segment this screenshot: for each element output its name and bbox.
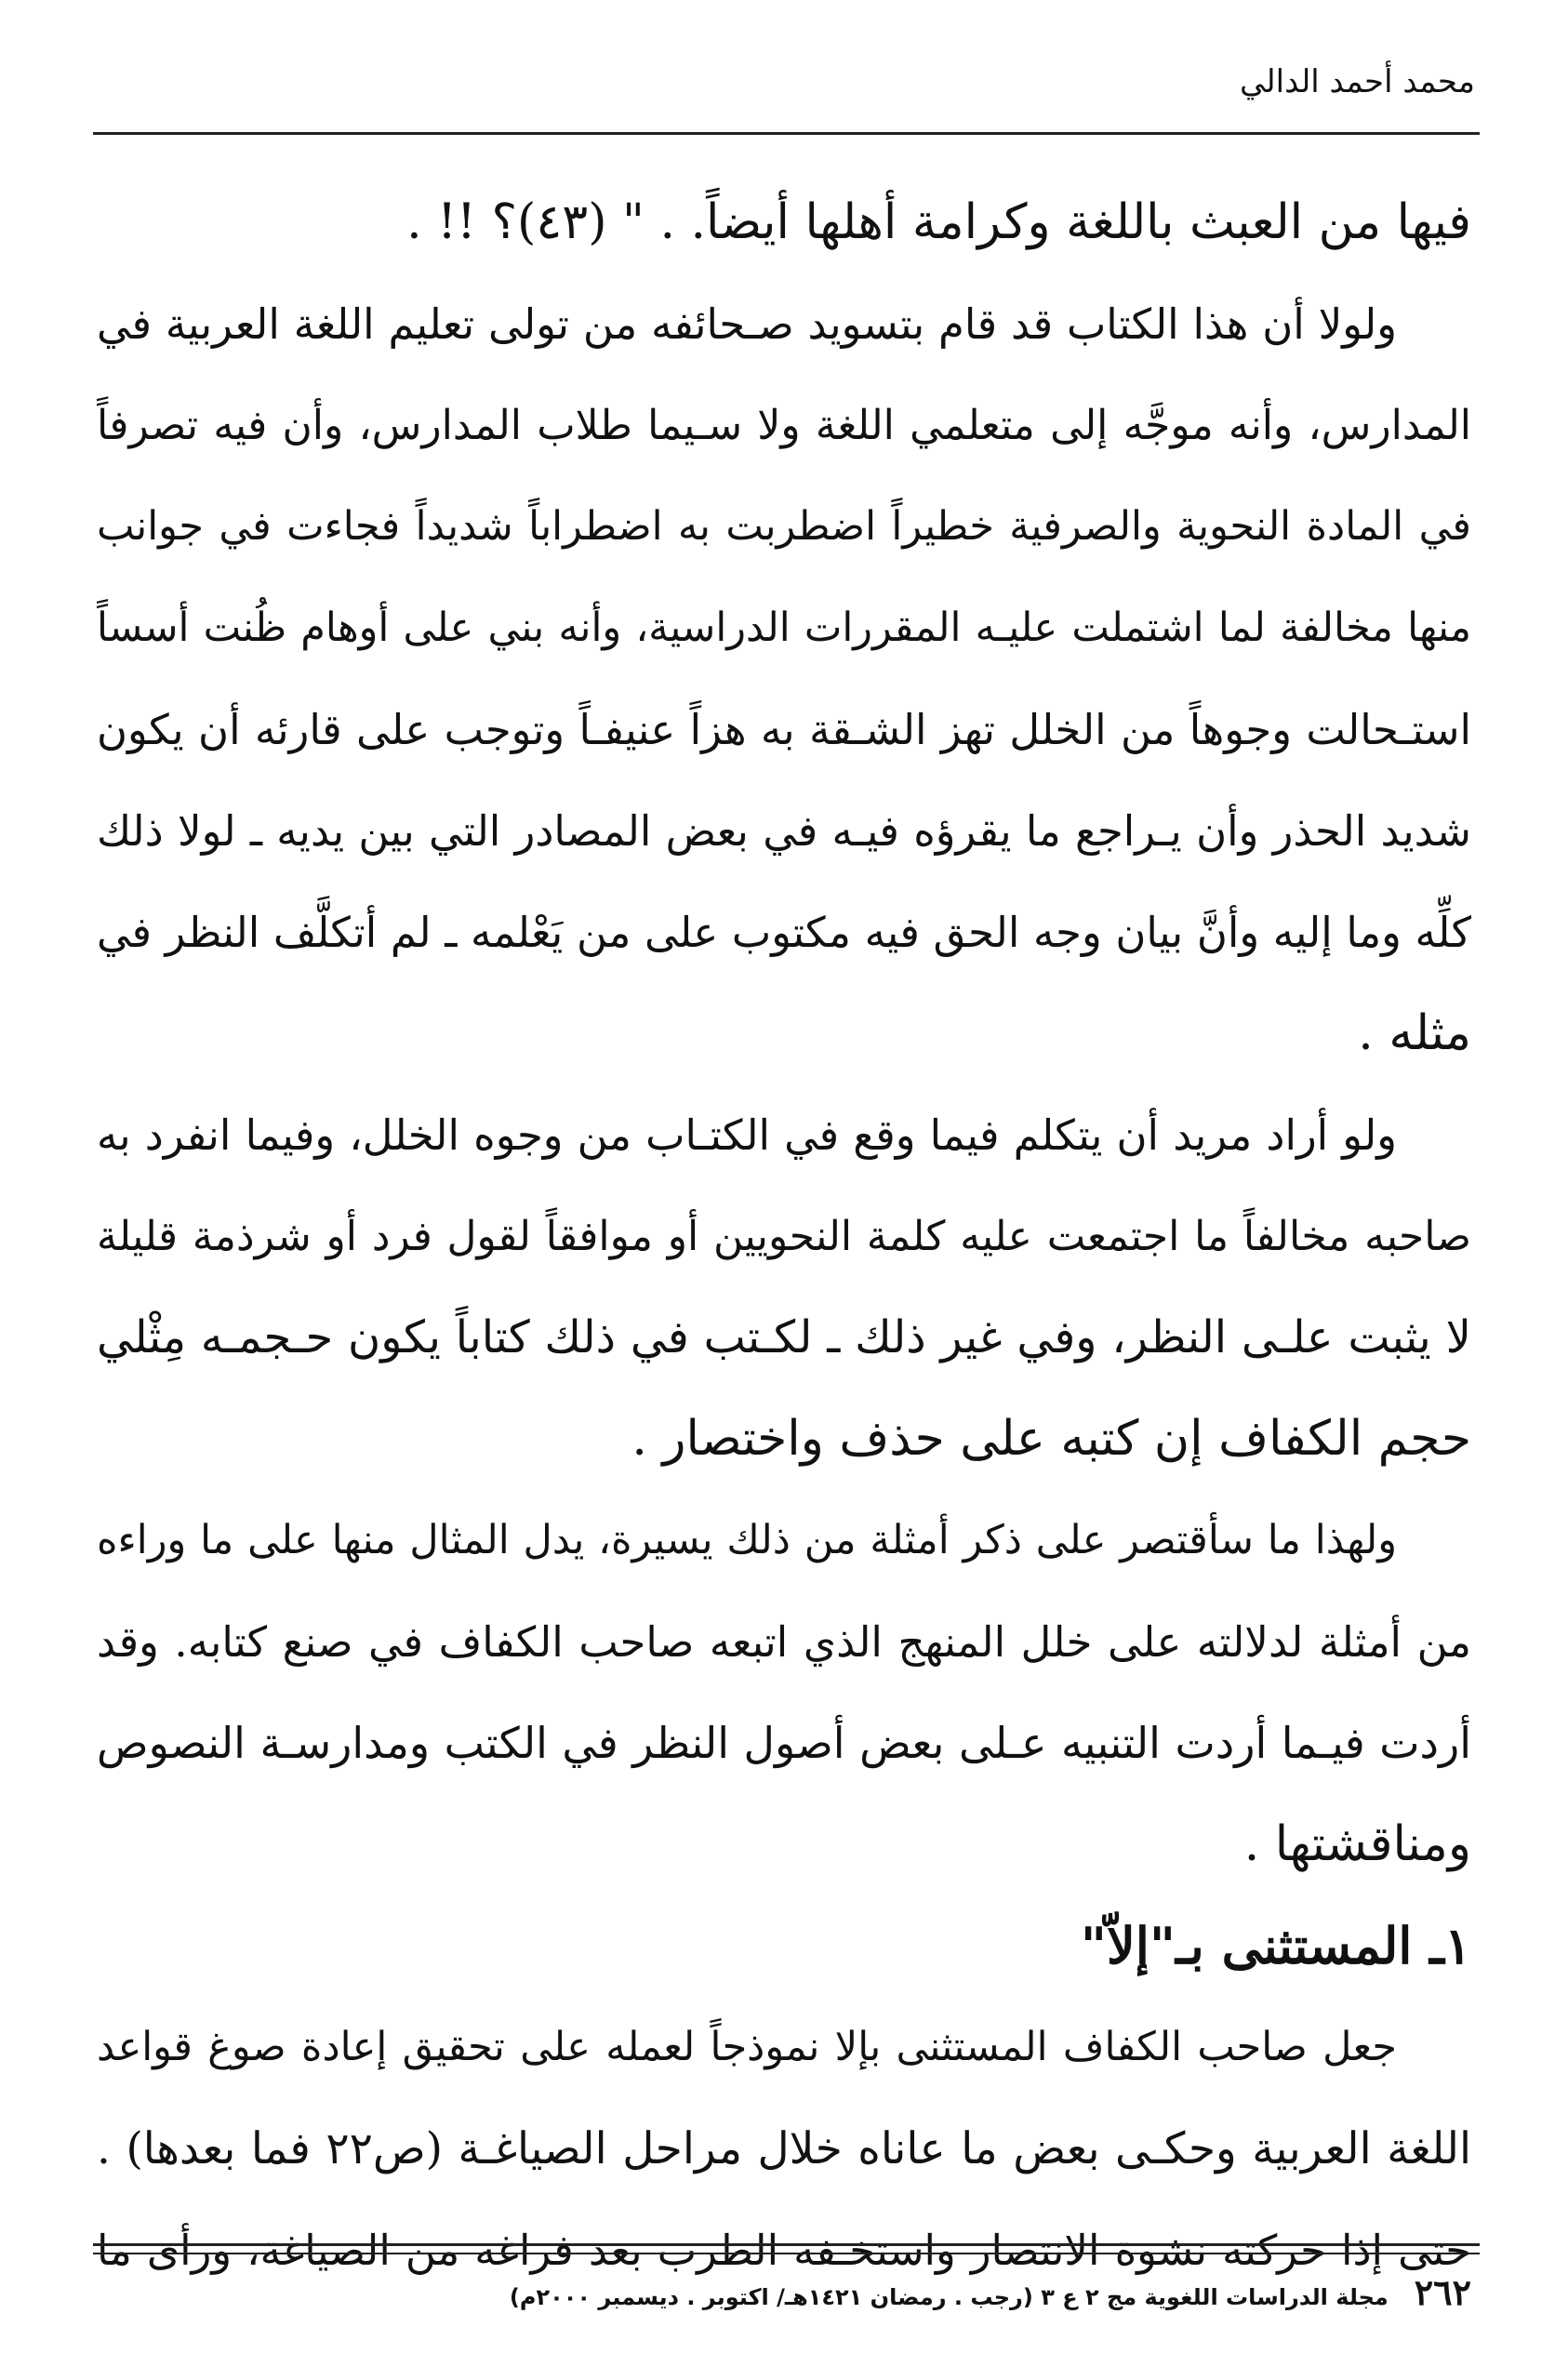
text-line: جعل صاحب الكفاف المستثنى بإلا نموذجاً لعمله على تحقيق إعادة صوغ قواعد: [97, 2024, 1397, 2070]
text-line: اللغة العربية وحكـى بعض ما عاناه خلال مراحل الصياغـة (ص٢٢ فما بعدها) .: [97, 2123, 1471, 2174]
text-line: أردت فيـما أردت التنبيه عـلى بعض أصول النظر في الكتب ومدارسـة النصوص: [97, 1718, 1471, 1768]
text-line: لا يثبت علـى النظر، وفي غير ذلك ـ لكـتب في ذلك كتاباً يكون حـجمـه مِثْلي: [97, 1311, 1471, 1363]
running-header-author: محمد أحمد الدالي: [1239, 63, 1475, 100]
text-line: مثله .: [1358, 1005, 1471, 1061]
text-line: حتى إذا حركته نشوة الانتصار واستخـفه الطرب بعد فراغه من الصياغة، ورأى ما: [97, 2226, 1471, 2275]
text-line: فيها من العبث باللغة وكرامة أهلها أيضاً. . " (٤٣)؟ !! .: [406, 194, 1471, 250]
header-rule: [93, 132, 1480, 135]
text-line: المدارس، وأنه موجَّه إلى متعلمي اللغة ولا سـيما طلاب المدارس، وأن فيه تصرفاً: [97, 402, 1471, 449]
text-line: استـحالت وجوهاً من الخلل تهز الشـقة به هزاً عنيفـاً وتوجب على قارئه أن يكون: [97, 705, 1471, 754]
text-line: من أمثلة لدلالته على خلل المنهج الذي اتبعه صاحب الكفاف في صنع كتابه. وقد: [97, 1617, 1471, 1667]
article-body: [97, 172, 1471, 2301]
text-line: ومناقشتها .: [1243, 1816, 1471, 1872]
section-heading: ١ـ المستثنى بـ"إلاّ": [1080, 1916, 1471, 1975]
journal-citation: مجلة الدراسات اللغوية مج ٢ ع ٣ (رجب . رمضان ١٤٢١هـ/ اكتوبر . ديسمبر ٢٠٠٠م): [509, 2284, 1389, 2310]
text-line: ولو أراد مريد أن يتكلم فيما وقع في الكتـاب من وجوه الخلل، وفيما انفرد به: [97, 1110, 1397, 1160]
text-line: في المادة النحوية والصرفية خطيراً اضطربت به اضطراباً شديداً فجاءت في جوانب: [97, 503, 1471, 550]
text-line: كلِّه وما إليه وأنَّ بيان وجه الحق فيه مكتوب على من يَعْلمه ـ لم أتكلَّف النظر في: [97, 908, 1471, 957]
text-line: شديد الحذر وأن يـراجع ما يقرؤه فيـه في بعض المصادر التي بين يديه ـ لولا ذلك: [97, 806, 1471, 856]
text-line: ولولا أن هذا الكتاب قد قام بتسويد صـحائفه من تولى تعليم اللغة العربية في: [97, 299, 1397, 349]
text-line: حجم الكفاف إن كتبه على حذف واختصار .: [631, 1411, 1471, 1467]
text-line: منها مخالفة لما اشتملت عليـه المقررات الدراسية، وأنه بني على أوهام ظُنت أسساً: [97, 605, 1471, 651]
text-line: ولهذا ما سأقتصر على ذكر أمثلة من ذلك يسيرة، يدل المثال منها على ما وراءه: [97, 1517, 1397, 1563]
text-line: صاحبه مخالفاً ما اجتمعت عليه كلمة النحويين أو موافقاً لقول فرد أو شرذمة قليلة: [97, 1213, 1471, 1260]
page-number: ٢٦٢: [1414, 2271, 1471, 2313]
page-footer: [510, 2271, 1471, 2313]
footer-rule-thin: [93, 2253, 1480, 2254]
footer-rule: [93, 2243, 1480, 2246]
